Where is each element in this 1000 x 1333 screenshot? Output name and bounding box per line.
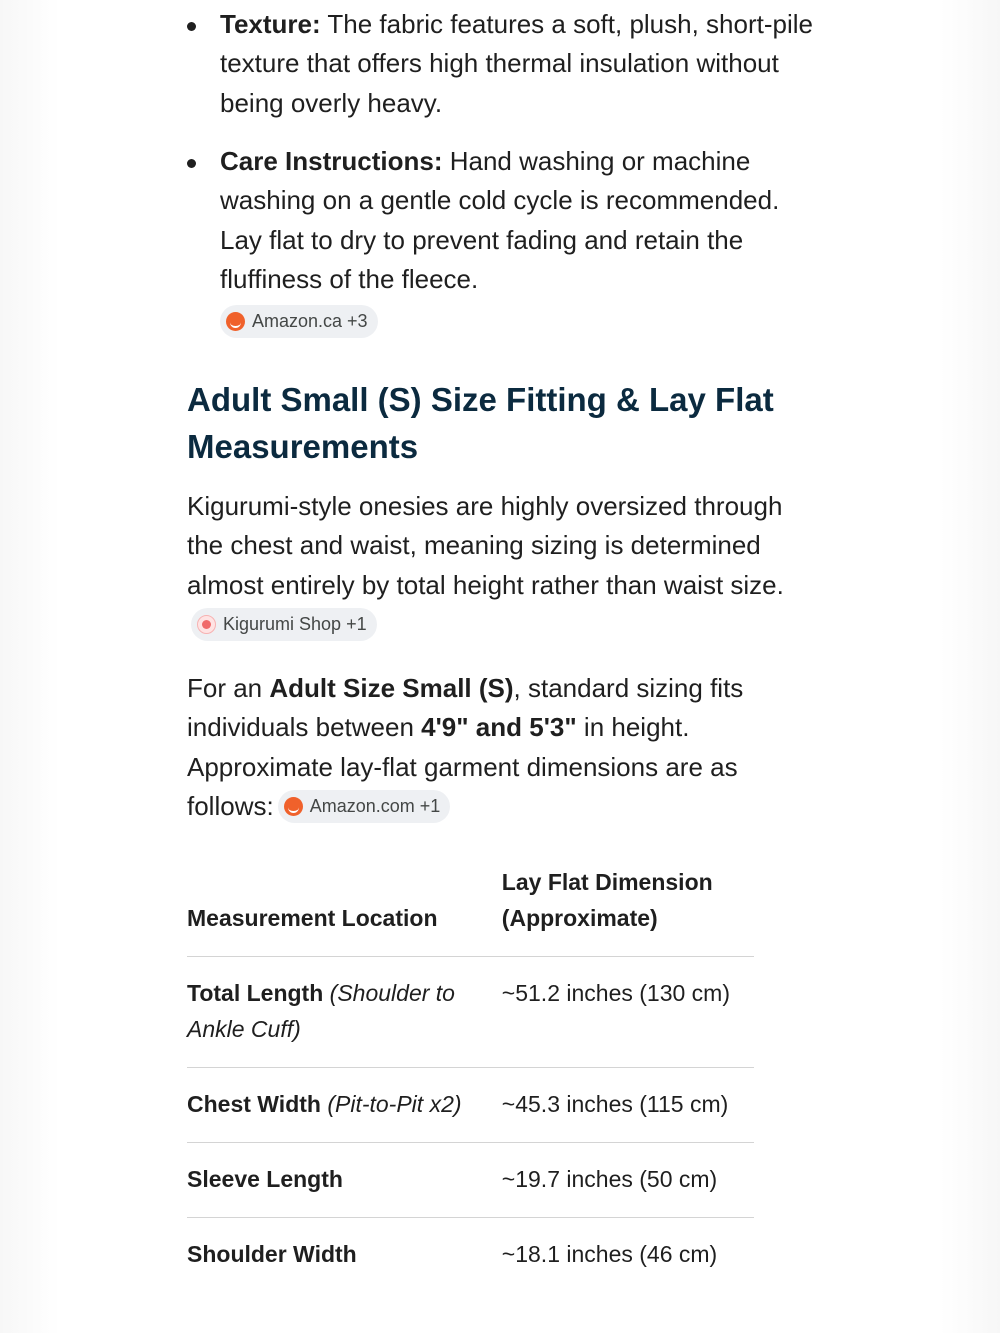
paragraph-text: For an [187,673,270,703]
source-chip-amazon-com[interactable] [278,790,451,823]
bullet-care-instructions [187,142,820,299]
location-note: (Shoulder to Ankle Cuff) [187,980,455,1042]
table-row [187,1068,754,1143]
paragraph-text: in height. Approximate lay-flat garment dimensions are as follows: [187,712,738,821]
bullet-text: The fabric features a soft, plush, short-pile texture that offers high thermal insulation without being overly heavy. [220,9,813,118]
source-chip-label: Amazon.ca +3 [252,311,368,331]
amazon-smile-icon [226,312,245,331]
edge-shade-right [940,0,1000,1333]
table-header-dimension: Lay Flat Dimension (Approximate) [502,858,754,957]
table-header-row [187,858,754,957]
table-cell-location [187,1143,502,1218]
table-row [187,1143,754,1218]
bullet-label: Texture: [220,9,321,39]
table-cell-location [187,1068,502,1143]
paragraph-text: Kigurumi-style onesies are highly oversized through the chest and waist, meaning sizing is determined almost entirely by total height rather than waist size. [187,491,784,600]
sizing-paragraph [187,487,797,644]
table-header-location: Measurement Location [187,858,502,957]
bullet-label: Care Instructions: [220,146,443,176]
measurement-table [187,858,754,1292]
source-chip-kigurumi-shop[interactable] [191,608,377,641]
source-chip-label: Amazon.com +1 [309,795,441,816]
location-name: Total Length [187,980,324,1006]
table-row [187,957,754,1068]
location-note: (Pit-to-Pit x2) [320,1091,462,1117]
source-chip-amazon-ca[interactable] [220,305,378,338]
table-cell-dimension: ~18.1 inches (46 cm) [501,1241,718,1267]
location-name: Chest Width [187,1091,321,1117]
location-name: Shoulder Width [187,1241,357,1267]
location-name: Sleeve Length [187,1166,343,1192]
table-row [187,1218,754,1293]
kigurumi-shop-icon [197,615,216,634]
source-chip-label: Kigurumi Shop +1 [223,613,367,634]
bullet-texture [187,5,820,123]
edge-shade-left [0,0,60,1333]
table-cell-location [187,1218,502,1293]
table-cell-dimension: ~19.7 inches (50 cm) [502,1143,754,1218]
table-cell-dimension: ~45.3 inches (115 cm) [502,1068,754,1143]
small-size-paragraph [187,669,797,826]
amazon-smile-icon [284,797,303,816]
paragraph-bold-size: Adult Size Small (S) [269,673,514,703]
paragraph-bold-height: 4'9" and 5'3" [421,712,577,743]
section-heading: Adult Small (S) Size Fitting & Lay Flat Measurements [187,381,774,465]
table-cell-location [187,957,502,1068]
paragraph-text: , standard sizing fits individuals between [187,673,744,743]
table-cell-dimension: ~51.2 inches (130 cm) [502,957,754,1068]
bullet-text: Hand washing or machine washing on a gentle cold cycle is recommended. Lay flat to dry to prevent fading and retain the fluffiness of the fleece. [220,146,780,294]
